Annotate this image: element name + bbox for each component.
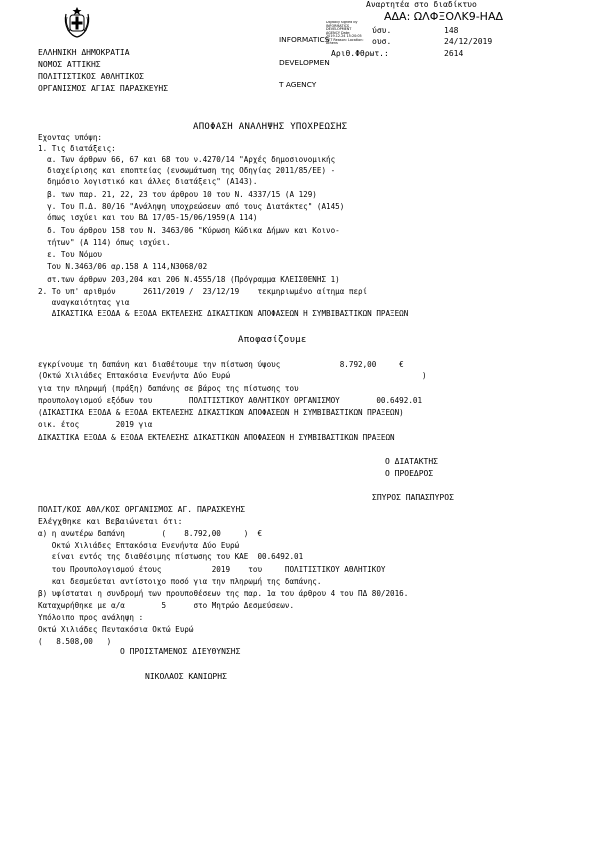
decision-line: προυπολογισμού εξόδων του ΠΟΛΙΤΙΣΤΙΚΟΥ ΑΘΛΗΤΙΚΟΥ ΟΡΓΑΝΙΣΜΟΥ 00.6492.01 <box>38 396 423 405</box>
issuer-name: ΣΠΥΡΟΣ ΠΑΠΑΣΠΥΡΟΣ <box>372 493 454 502</box>
verification-line: ( 8.508,00 ) <box>38 637 112 646</box>
preamble-line: τήτων" (Α 114) όπως ισχύει. <box>38 238 171 247</box>
org-line-1: ΕΛΛΗΝΙΚΗ ΔΗΜΟΚΡΑΤΙΑ <box>38 48 130 57</box>
ada-code: ΑΔΑ: ΩΛΦΞΟΛΚ9-ΗΑΔ <box>384 10 504 23</box>
decision-line: για την πληρωμή (πράξη) δαπάνης σε βάρος της πίστωσης του <box>38 384 299 393</box>
document-title: ΑΠΟΦΑΣΗ ΑΝΑΛΗΨΗΣ ΥΠΟΧΡΕΩΣΗΣ <box>193 122 348 132</box>
decision-line: (ΔΙΚΑΣΤΙΚΑ ΕΞΟΔΑ & ΕΞΟΔΑ ΕΚΤΕΛΕΣΗΣ ΔΙΚΑΣΤΙΚΩΝ ΑΠΟΦΑΣΕΩΝ Η ΣΥΜΒΙΒΑΣΤΙΚΩΝ ΠΡΑΞΕΩΝ) <box>38 408 404 417</box>
verification-line: ΠΟΛΙΤ/ΚΟΣ ΑΘΛ/ΚΟΣ ΟΡΓΑΝΙΣΜΟΣ ΑΓ. ΠΑΡΑΣΚΕΥΗΣ <box>38 505 246 514</box>
preamble-line: διαχείρισης και εποπτείας (ενσωμάτωση της Οδηγίας 2011/85/ΕΕ) - <box>38 166 336 175</box>
preamble-line: Εχοντας υπόψη: <box>38 133 103 142</box>
head-of-directorate-name: ΝΙΚΟΛΑΟΣ ΚΑΝΙΩΡΗΣ <box>145 672 227 681</box>
signing-agency <box>279 21 330 96</box>
protocol-value-2: 24/12/2019 <box>444 37 493 46</box>
issuer-role: Ο ΔΙΑΤΑΚΤΗΣ <box>385 457 438 466</box>
preamble-line: δ. Του άρθρου 158 του Ν. 3463/06 "Κύρωση Κώδικα Δήμων και Κοινο- <box>38 226 340 235</box>
verification-line: Υπόλοιπο προς ανάληψη : <box>38 613 144 622</box>
preamble-line: 1. Τις διατάξεις: <box>38 144 116 153</box>
protocol-value-3: 2614 <box>444 49 464 58</box>
agency-line-3: T AGENCY <box>279 80 317 90</box>
preamble-line: στ.των άρθρων 203,204 και 206 Ν.4555/18 (Πρόγραμμα ΚΛΕΙΣΘΕΝΗΣ 1) <box>38 275 340 284</box>
verification-line: Οκτώ Χιλιάδες Επτακόσια Ενενήντα Δύο Ευρώ <box>38 541 240 550</box>
verification-line: του Προυπολογισμού έτους 2019 του ΠΟΛΙΤΙΣΤΙΚΟΥ ΑΘΛΗΤΙΚΟΥ <box>38 565 386 574</box>
decision-heading: Αποφασίζουμε <box>238 335 307 345</box>
preamble-line: ε. Του Νόμου <box>38 250 103 259</box>
issuer-title: Ο ΠΡΟΕΔΡΟΣ <box>385 469 434 478</box>
agency-line-1: INFORMATICS <box>279 35 330 45</box>
verification-line: Ελέγχθηκε και Βεβαιώνεται ότι: <box>38 517 183 526</box>
protocol-label-1: ύσυ. <box>372 26 392 35</box>
verification-line: και δεσμεύεται αντίστοιχο ποσό για την πληρωμή της δαπάνης. <box>38 577 322 586</box>
decision-line: ΔΙΚΑΣΤΙΚΑ ΕΞΟΔΑ & ΕΞΟΔΑ ΕΚΤΕΛΕΣΗΣ ΔΙΚΑΣΤΙΚΩΝ ΑΠΟΦΑΣΕΩΝ Η ΣΥΜΒΙΒΑΣΤΙΚΩΝ ΠΡΑΞΕΩΝ <box>38 433 395 442</box>
preamble-line: αναγκαιότητας για <box>38 298 130 307</box>
org-line-3: ΠΟΛΙΤΙΣΤΙΚΟΣ ΑΘΛΗΤΙΚΟΣ <box>38 72 144 81</box>
protocol-value-1: 148 <box>444 26 459 35</box>
decision-line: οικ. έτος 2019 για <box>38 420 153 429</box>
preamble-line: ΔΙΚΑΣΤΙΚΑ ΕΞΟΔΑ & ΕΞΟΔΑ ΕΚΤΕΛΕΣΗΣ ΔΙΚΑΣΤΙΚΩΝ ΑΠΟΦΑΣΕΩΝ Η ΣΥΜΒΙΒΑΣΤΙΚΩΝ ΠΡΑΞΕΩΝ <box>38 309 409 318</box>
preamble-line: όπως ισχύει και του ΒΔ 17/05-15/06/1959(Α 114) <box>38 213 258 222</box>
decision-line: εγκρίνουμε τη δαπάνη και διαθέτουμε την πίστωση ύψους 8.792,00 € <box>38 360 404 369</box>
protocol-label-3: Αριθ.Φθρωτ.: <box>331 49 389 58</box>
verification-line: είναι εντός της διαθέσιμης πίστωσης του ΚΑΕ 00.6492.01 <box>38 552 304 561</box>
verification-line: Οκτώ Χιλιάδες Πεντακόσια Οκτώ Ευρώ <box>38 625 194 634</box>
preamble-line: 2. Το υπ' αριθμόν 2611/2019 / 23/12/19 τεκμηριωμένο αίτημα περί <box>38 287 368 296</box>
greek-coat-of-arms-emblem <box>62 4 92 38</box>
verification-line: α) η ανωτέρω δαπάνη ( 8.792,00 ) € <box>38 529 263 538</box>
digital-signature-details: Digitally signed by INFORMATICS DEVELOPMENT AGENCY Date: 2019.12.24 15:20:05 EET Reason: Location: Athens <box>326 21 364 46</box>
preamble-line: γ. Του Π.Δ. 80/16 "Ανάληψη υποχρεώσεων από τους Διατάκτες" (Α145) <box>38 202 345 211</box>
decision-line: (Οκτώ Χιλιάδες Επτακόσια Ενενήντα Δύο Ευρώ ) <box>38 371 427 380</box>
preamble-line: Του Ν.3463/06 αρ.158 Α 114,Ν3068/02 <box>38 262 208 271</box>
verification-line: Καταχωρήθηκε με α/α 5 στο Μητρώο Δεσμεύσεων. <box>38 601 295 610</box>
preamble-line: δημόσιο λογιστικό και άλλες διατάξεις" (Α143). <box>38 177 258 186</box>
protocol-label-2: ουσ. <box>372 37 392 46</box>
preamble-line: β. των παρ. 21, 22, 23 του άρθρου 10 του Ν. 4337/15 (Α 129) <box>38 190 317 199</box>
org-line-2: ΝΟΜΟΣ ΑΤΤΙΚΗΣ <box>38 60 101 69</box>
org-line-4: ΟΡΓΑΝΙΣΜΟΣ ΑΓΙΑΣ ΠΑΡΑΣΚΕΥΗΣ <box>38 84 169 93</box>
posted-online-notice: Αναρτητέα στο διαδίκτυο <box>366 0 477 9</box>
preamble-line: α. Των άρθρων 66, 67 και 68 του ν.4270/14 "Αρχές δημοσιονομικής <box>38 155 336 164</box>
head-of-directorate-title: Ο ΠΡΟΙΣΤΑΜΕΝΟΣ ΔΙΕΥΘΥΝΣΗΣ <box>120 647 241 656</box>
verification-line: β) υφίσταται η συνδρομή των προυποθέσεων της παρ. 1α του άρθρου 4 του ΠΔ 80/2016. <box>38 589 409 598</box>
agency-line-2: DEVELOPMEN <box>279 57 330 67</box>
